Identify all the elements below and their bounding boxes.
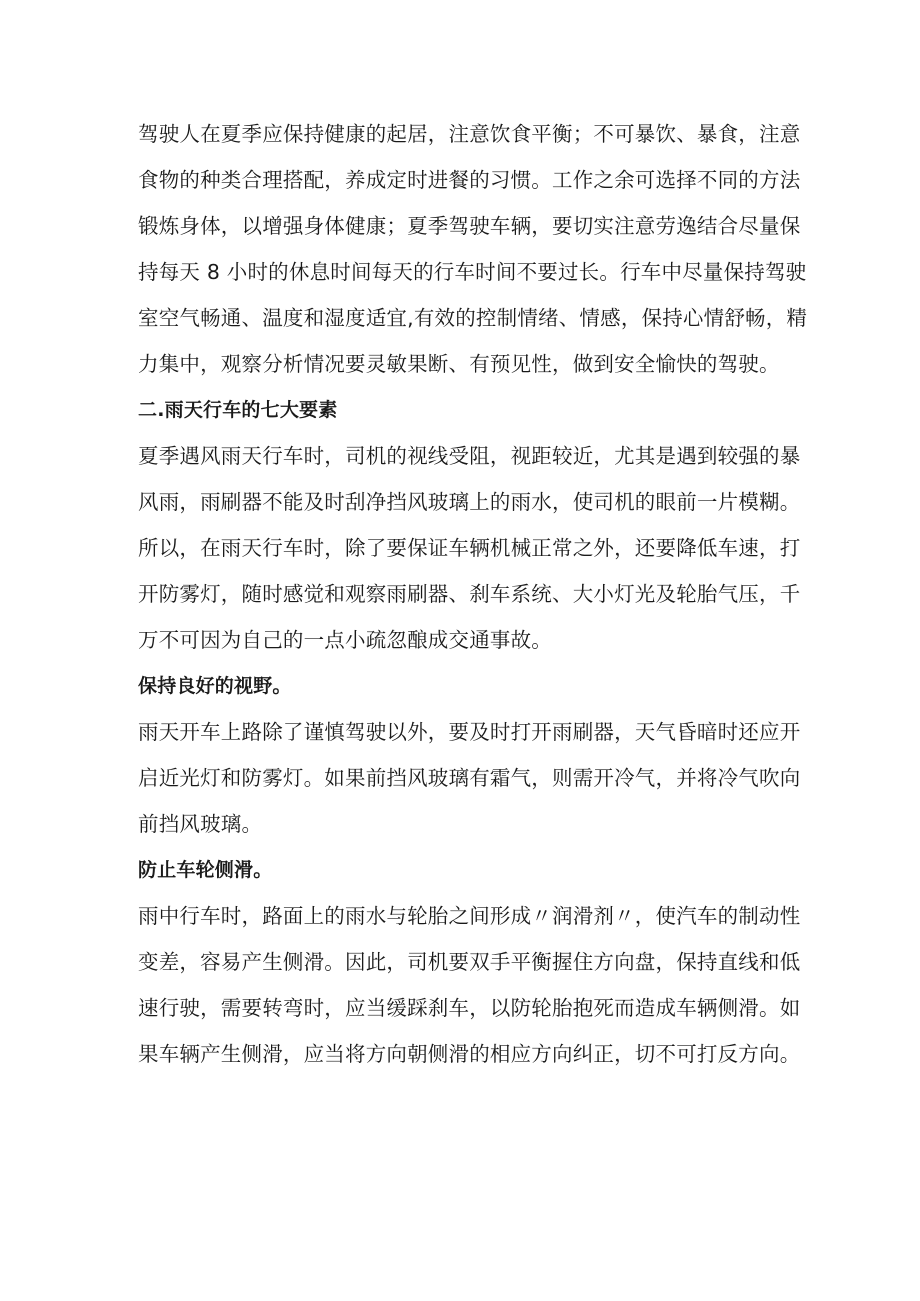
paragraph-rainy-driving	[138, 433, 801, 663]
paragraph-line: 变差，容易产生侧滑。因此，司机要双手平衡握住方向盘，保持直线和低	[138, 950, 801, 974]
paragraph-line: 室空气畅通、温度和湿度适宜,有效的控制情绪、情感，保持心情舒畅，精	[138, 306, 808, 330]
subheading-skid-prevention: 防止车轮侧滑。	[138, 859, 273, 881]
paragraph-visibility	[138, 709, 801, 847]
paragraph-line: 开防雾灯，随时感觉和观察雨刷器、刹车系统、大小灯光及轮胎气压，千	[138, 582, 801, 606]
paragraph-line: 驾驶人在夏季应保持健康的起居，注意饮食平衡；不可暴饮、暴食，注意	[138, 122, 801, 146]
paragraph-line: 持每天 8 小时的休息时间每天的行车时间不要过长。行车中尽量保持驾驶	[138, 260, 807, 284]
paragraph-line: 所以，在雨天行车时，除了要保证车辆机械正常之外，还要降低车速，打	[138, 536, 801, 560]
document-body	[138, 111, 808, 1077]
paragraph-line: 雨天开车上路除了谨慎驾驶以外，要及时打开雨刷器，天气昏暗时还应开	[138, 720, 801, 744]
section-heading-rainy-driving: 二.雨天行车的七大要素	[138, 399, 338, 421]
subheading-visibility: 保持良好的视野。	[138, 675, 292, 697]
paragraph-line: 夏季遇风雨天行车时，司机的视线受阻，视距较近，尤其是遇到较强的暴	[138, 444, 801, 468]
paragraph-line: 力集中，观察分析情况要灵敏果断、有预见性，做到安全愉快的驾驶。	[138, 352, 780, 376]
paragraph-line: 万不可因为自己的一点小疏忽酿成交通事故。	[138, 628, 552, 652]
paragraph-line: 速行驶，需要转弯时，应当缓踩刹车，以防轮胎抱死而造成车辆侧滑。如	[138, 996, 801, 1020]
paragraph-skid-prevention	[138, 893, 801, 1077]
paragraph-line: 食物的种类合理搭配，养成定时进餐的习惯。工作之余可选择不同的方法	[138, 168, 801, 192]
paragraph-line: 前挡风玻璃。	[138, 812, 263, 836]
paragraph-line: 雨中行车时，路面上的雨水与轮胎之间形成〃润滑剂〃，使汽车的制动性	[138, 904, 801, 928]
paragraph-line: 启近光灯和防雾灯。如果前挡风玻璃有霜气，则需开冷气，并将冷气吹向	[138, 766, 801, 790]
paragraph-line: 风雨，雨刷器不能及时刮净挡风玻璃上的雨水，使司机的眼前一片模糊。	[138, 490, 801, 514]
paragraph-summer-health	[138, 111, 808, 387]
paragraph-line: 锻炼身体，以增强身体健康；夏季驾驶车辆，要切实注意劳逸结合尽量保	[138, 214, 801, 238]
paragraph-line: 果车辆产生侧滑，应当将方向朝侧滑的相应方向纠正，切不可打反方向。	[138, 1042, 801, 1066]
